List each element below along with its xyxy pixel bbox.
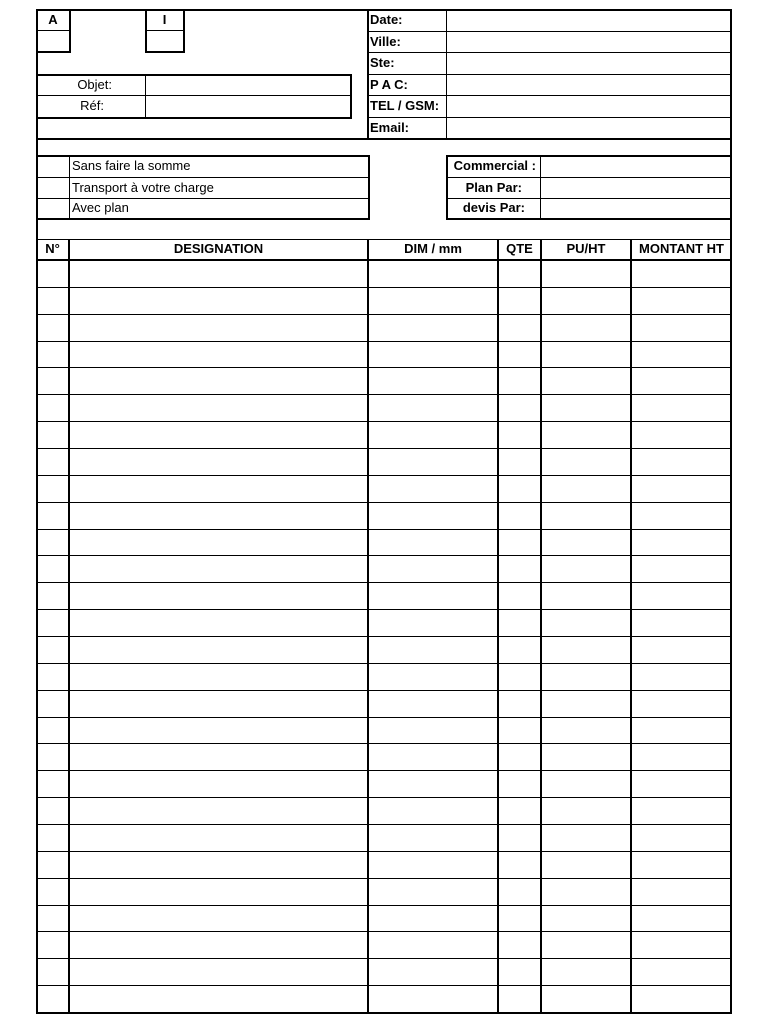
table-cell-no[interactable] [38,343,68,367]
table-cell-dim[interactable] [369,799,497,824]
table-cell-dim[interactable] [369,477,497,502]
table-cell-montant[interactable] [632,987,730,1012]
table-row-divider [36,367,732,368]
table-row-divider [36,743,732,744]
table-header-line [36,259,732,261]
table-cell-puht[interactable] [542,531,630,555]
table-row-divider [36,663,732,664]
table-cell-montant[interactable] [632,450,730,475]
table-cell-montant[interactable] [632,611,730,636]
table-cell-no[interactable] [38,719,68,743]
table-cell-no[interactable] [38,396,68,421]
date-input[interactable] [448,11,730,30]
table-cell-dim[interactable] [369,611,497,636]
option-checkbox[interactable] [38,199,68,218]
table-cell-no[interactable] [38,960,68,985]
table-cell-dim[interactable] [369,289,497,314]
table-cell-montant[interactable] [632,316,730,341]
table-cell-qte[interactable] [499,745,540,770]
pac-label: P A C: [370,77,408,92]
table-cell-no[interactable] [38,638,68,663]
table-cell-puht[interactable] [542,692,630,717]
table-cell-no[interactable] [38,531,68,555]
table-cell-puht[interactable] [542,289,630,314]
table-cell-designation[interactable] [70,907,367,931]
table-cell-puht[interactable] [542,450,630,475]
table-cell-no[interactable] [38,826,68,851]
table-cell-qte[interactable] [499,504,540,529]
table-cell-designation[interactable] [70,826,367,851]
table-row-divider [36,717,732,718]
option-checkbox[interactable] [38,157,68,177]
table-cell-dim[interactable] [369,531,497,555]
table-cell-puht[interactable] [542,987,630,1012]
table-cell-qte[interactable] [499,638,540,663]
table-cell-dim[interactable] [369,960,497,985]
table-cell-no[interactable] [38,423,68,448]
table-cell-designation[interactable] [70,692,367,717]
box-i-input[interactable] [147,31,183,51]
table-cell-designation[interactable] [70,557,367,582]
table-cell-qte[interactable] [499,262,540,287]
table-cell-puht[interactable] [542,477,630,502]
table-cell-montant[interactable] [632,262,730,287]
table-cell-no[interactable] [38,772,68,797]
table-cell-dim[interactable] [369,584,497,609]
table-cell-qte[interactable] [499,423,540,448]
table-cell-designation[interactable] [70,638,367,663]
table-cell-puht[interactable] [542,960,630,985]
table-cell-dim[interactable] [369,557,497,582]
table-cell-qte[interactable] [499,719,540,743]
table-cell-puht[interactable] [542,772,630,797]
staff-divider [540,155,541,219]
table-cell-puht[interactable] [542,557,630,582]
table-cell-qte[interactable] [499,531,540,555]
table-cell-no[interactable] [38,477,68,502]
table-cell-puht[interactable] [542,907,630,931]
table-cell-montant[interactable] [632,772,730,797]
table-row-divider [36,878,732,879]
table-cell-montant[interactable] [632,638,730,663]
table-cell-montant[interactable] [632,826,730,851]
table-cell-puht[interactable] [542,316,630,341]
option-checkbox[interactable] [38,178,68,198]
column-header-qte: QTE [506,241,533,256]
email-input[interactable] [448,118,730,138]
ville-label: Ville: [370,34,401,49]
table-cell-puht[interactable] [542,396,630,421]
table-cell-montant[interactable] [632,477,730,502]
table-cell-designation[interactable] [70,477,367,502]
table-cell-designation[interactable] [70,960,367,985]
table-cell-dim[interactable] [369,692,497,717]
table-cell-dim[interactable] [369,423,497,448]
table-cell-qte[interactable] [499,477,540,502]
box-a-input[interactable] [38,31,68,51]
table-cell-montant[interactable] [632,665,730,690]
table-cell-designation[interactable] [70,880,367,905]
column-header-dim: DIM / mm [404,241,462,256]
table-cell-no[interactable] [38,880,68,905]
table-cell-no[interactable] [38,369,68,394]
table-cell-dim[interactable] [369,907,497,931]
box-i-label: I [162,12,167,27]
email-label: Email: [370,120,410,135]
table-cell-designation[interactable] [70,853,367,878]
objet-input[interactable] [146,76,350,95]
table-cell-no[interactable] [38,611,68,636]
table-cell-dim[interactable] [369,343,497,367]
table-cell-designation[interactable] [70,504,367,529]
tel-label: TEL / GSM: [370,98,440,113]
table-cell-dim[interactable] [369,745,497,770]
table-cell-qte[interactable] [499,692,540,717]
table-cell-designation[interactable] [70,343,367,367]
table-cell-dim[interactable] [369,987,497,1012]
options-divider [69,155,70,219]
table-cell-dim[interactable] [369,719,497,743]
table-cell-qte[interactable] [499,826,540,851]
table-row-divider [36,475,732,476]
column-header-puht: PU/HT [566,241,606,256]
table-row-divider [36,502,732,503]
table-cell-qte[interactable] [499,880,540,905]
ste-input[interactable] [448,53,730,73]
table-cell-puht[interactable] [542,665,630,690]
table-row-divider [36,529,732,530]
table-cell-puht[interactable] [542,799,630,824]
table-cell-puht[interactable] [542,719,630,743]
table-row-divider [36,958,732,959]
section-divider [36,138,732,140]
column-header-no: N° [45,241,60,256]
option-label: Sans faire la somme [72,158,191,173]
table-cell-designation[interactable] [70,289,367,314]
table-cell-puht[interactable] [542,584,630,609]
table-cell-puht[interactable] [542,745,630,770]
commercial-label: Commercial : [453,158,536,173]
table-cell-dim[interactable] [369,853,497,878]
table-cell-montant[interactable] [632,745,730,770]
table-cell-designation[interactable] [70,396,367,421]
table-cell-puht[interactable] [542,880,630,905]
table-cell-qte[interactable] [499,960,540,985]
table-row-divider [36,636,732,637]
table-cell-montant[interactable] [632,933,730,958]
table-cell-qte[interactable] [499,557,540,582]
plan-par-label: Plan Par: [465,180,522,195]
table-cell-designation[interactable] [70,423,367,448]
table-cell-designation[interactable] [70,719,367,743]
table-cell-dim[interactable] [369,369,497,394]
table-row-divider [36,287,732,288]
table-row-divider [36,555,732,556]
table-cell-puht[interactable] [542,423,630,448]
table-row-divider [36,851,732,852]
pac-input[interactable] [448,75,730,95]
table-row-divider [36,448,732,449]
table-cell-designation[interactable] [70,316,367,341]
table-cell-puht[interactable] [542,262,630,287]
table-cell-montant[interactable] [632,504,730,529]
table-row-divider [36,985,732,986]
table-cell-montant[interactable] [632,289,730,314]
table-cell-puht[interactable] [542,826,630,851]
table-cell-qte[interactable] [499,343,540,367]
date-label: Date: [370,12,403,27]
table-cell-qte[interactable] [499,933,540,958]
table-cell-no[interactable] [38,692,68,717]
table-row-divider [36,341,732,342]
table-cell-dim[interactable] [369,665,497,690]
table-cell-no[interactable] [38,799,68,824]
table-cell-dim[interactable] [369,638,497,663]
table-cell-designation[interactable] [70,772,367,797]
table-cell-no[interactable] [38,907,68,931]
table-cell-puht[interactable] [542,853,630,878]
table-cell-qte[interactable] [499,289,540,314]
table-cell-montant[interactable] [632,423,730,448]
table-row-divider [36,931,732,932]
table-row-divider [36,394,732,395]
table-cell-designation[interactable] [70,799,367,824]
table-cell-dim[interactable] [369,396,497,421]
ville-input[interactable] [448,32,730,52]
table-cell-qte[interactable] [499,987,540,1012]
table-cell-qte[interactable] [499,665,540,690]
table-row-divider [36,690,732,691]
table-cell-no[interactable] [38,450,68,475]
table-cell-no[interactable] [38,557,68,582]
table-cell-dim[interactable] [369,826,497,851]
table-cell-qte[interactable] [499,450,540,475]
table-cell-puht[interactable] [542,611,630,636]
table-cell-no[interactable] [38,584,68,609]
table-row-divider [36,824,732,825]
ref-label: Réf: [80,98,104,113]
table-cell-dim[interactable] [369,880,497,905]
tel-input[interactable] [448,96,730,116]
table-cell-dim[interactable] [369,504,497,529]
table-cell-montant[interactable] [632,853,730,878]
table-cell-no[interactable] [38,665,68,690]
table-cell-designation[interactable] [70,987,367,1012]
table-cell-dim[interactable] [369,450,497,475]
table-cell-designation[interactable] [70,262,367,287]
option-label: Transport à votre charge [72,180,214,195]
table-cell-montant[interactable] [632,584,730,609]
table-cell-montant[interactable] [632,692,730,717]
table-cell-no[interactable] [38,316,68,341]
table-cell-montant[interactable] [632,960,730,985]
table-cell-designation[interactable] [70,611,367,636]
table-cell-puht[interactable] [542,369,630,394]
commercial-input[interactable] [542,157,730,177]
table-cell-qte[interactable] [499,907,540,931]
devis-par-input[interactable] [542,199,730,218]
table-cell-puht[interactable] [542,343,630,367]
table-cell-designation[interactable] [70,369,367,394]
table-cell-puht[interactable] [542,638,630,663]
table-row-divider [36,582,732,583]
table-cell-qte[interactable] [499,584,540,609]
table-cell-no[interactable] [38,853,68,878]
column-header-montant: MONTANT HT [639,241,724,256]
table-cell-no[interactable] [38,262,68,287]
ref-input[interactable] [146,97,350,117]
table-cell-qte[interactable] [499,369,540,394]
table-cell-montant[interactable] [632,880,730,905]
table-cell-designation[interactable] [70,450,367,475]
table-row-divider [36,421,732,422]
objet-label: Objet: [77,77,112,92]
table-cell-dim[interactable] [369,316,497,341]
table-cell-no[interactable] [38,504,68,529]
table-cell-designation[interactable] [70,745,367,770]
table-cell-montant[interactable] [632,369,730,394]
table-cell-designation[interactable] [70,933,367,958]
table-cell-qte[interactable] [499,396,540,421]
table-cell-no[interactable] [38,987,68,1012]
table-cell-puht[interactable] [542,933,630,958]
devis-par-label: devis Par: [462,200,525,215]
table-cell-montant[interactable] [632,799,730,824]
table-cell-qte[interactable] [499,799,540,824]
table-row-divider [36,770,732,771]
table-cell-designation[interactable] [70,531,367,555]
table-cell-montant[interactable] [632,907,730,931]
table-cell-montant[interactable] [632,396,730,421]
table-row-divider [36,314,732,315]
table-cell-dim[interactable] [369,262,497,287]
table-cell-montant[interactable] [632,343,730,367]
table-cell-montant[interactable] [632,557,730,582]
table-cell-no[interactable] [38,289,68,314]
table-row-divider [36,905,732,906]
table-cell-dim[interactable] [369,772,497,797]
table-cell-montant[interactable] [632,719,730,743]
table-cell-qte[interactable] [499,853,540,878]
plan-par-input[interactable] [542,178,730,198]
table-row-divider [36,797,732,798]
table-cell-qte[interactable] [499,611,540,636]
table-cell-qte[interactable] [499,316,540,341]
table-cell-designation[interactable] [70,584,367,609]
ste-label: Ste: [370,55,395,70]
table-cell-puht[interactable] [542,504,630,529]
table-cell-no[interactable] [38,933,68,958]
table-row-divider [36,609,732,610]
table-cell-designation[interactable] [70,665,367,690]
table-cell-qte[interactable] [499,772,540,797]
option-label: Avec plan [72,200,129,215]
corner-divider [36,51,71,53]
column-header-designation: DESIGNATION [173,241,264,256]
table-cell-no[interactable] [38,745,68,770]
table-cell-montant[interactable] [632,531,730,555]
box-a-label: A [48,12,58,27]
table-cell-dim[interactable] [369,933,497,958]
